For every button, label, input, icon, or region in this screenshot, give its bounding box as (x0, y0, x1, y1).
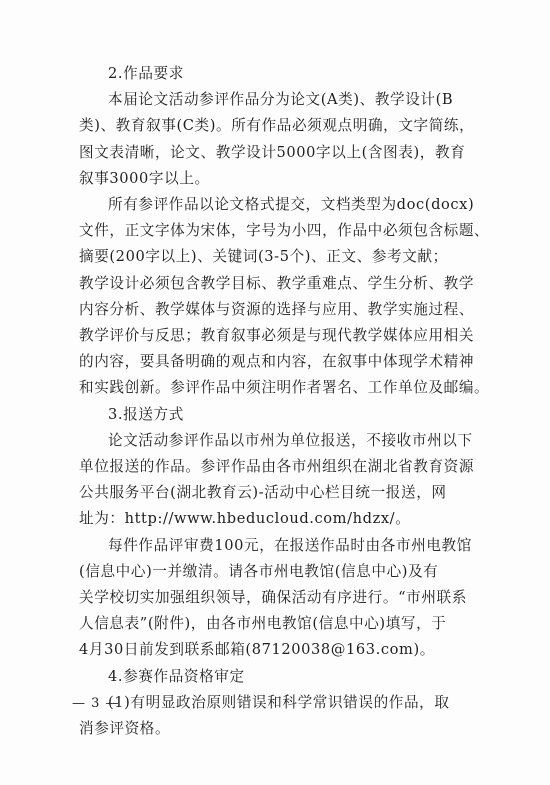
text-line: 公共服务平台(湖北教育云)-活动中心栏目统一报送，网 (79, 484, 447, 502)
text-line: 类)、教育叙事(C类)。所有作品必须观点明确，文字简练， (79, 117, 475, 135)
text-line: 人信息表”(附件)，由各市州电教馆(信息中心)填写，于 (79, 615, 447, 633)
text-line: 每件作品评审费100元，在报送作品时由各市州电教馆 (108, 536, 472, 554)
text-line: 摘要(200字以上)、关键词(3-5个)、正文、参考文献； (79, 248, 448, 266)
text-line: 关学校切实加强组织领导，确保活动有序进行。“市州联系 (79, 589, 467, 607)
text-line: 4月30日前发到联系邮箱(87120038@163.com)。 (79, 641, 435, 659)
text-line: 教学评价与反思；教育叙事必须是与现代教学媒体应用相关 (79, 327, 475, 345)
text-line: 叙事3000字以上。 (79, 169, 210, 187)
text-line: (1)有明显政治原则错误和科学常识错误的作品，取 (108, 693, 450, 711)
text-line: 教学设计必须包含教学目标、教学重难点、学生分析、教学 (79, 274, 475, 292)
text-line: 论文活动参评作品以市州为单位报送，不接收市州以下 (108, 431, 473, 449)
section-heading-qualification: 4.参赛作品资格审定 (108, 667, 245, 685)
document-body (79, 61, 490, 742)
text-line: 所有参评作品以论文格式提交，文档类型为doc(docx) (108, 196, 475, 214)
text-line: (信息中心)一并缴清。请各市州电教馆(信息中心)及有 (79, 562, 439, 580)
section-heading-submission: 3.报送方式 (108, 405, 184, 423)
text-line: 本届论文活动参评作品分为论文(A类)、教学设计(B (108, 91, 454, 109)
text-line: 消参评资格。 (79, 720, 171, 738)
section-heading-requirements: 2.作品要求 (108, 65, 184, 82)
text-line: 和实践创新。参评作品中须注明作者署名、工作单位及邮编。 (79, 379, 490, 397)
text-line: 图文表清晰，论文、教学设计5000字以上(含图表)，教育 (79, 143, 466, 161)
text-line: 单位报送的作品。参评作品由各市州组织在湖北省教育资源 (79, 458, 475, 476)
text-line: 址为：http://www.hbeducloud.com/hdzx/。 (79, 510, 411, 528)
text-line: 的内容，要具备明确的观点和内容，在叙事中体现学术精神 (79, 353, 475, 371)
text-line: 内容分析、教学媒体与资源的选择与应用、教学实施过程、 (79, 300, 475, 318)
text-line: 文件，正文字体为宋体，字号为小四，作品中必须包含标题、 (79, 222, 490, 240)
page-number: — 3 — (72, 696, 120, 711)
